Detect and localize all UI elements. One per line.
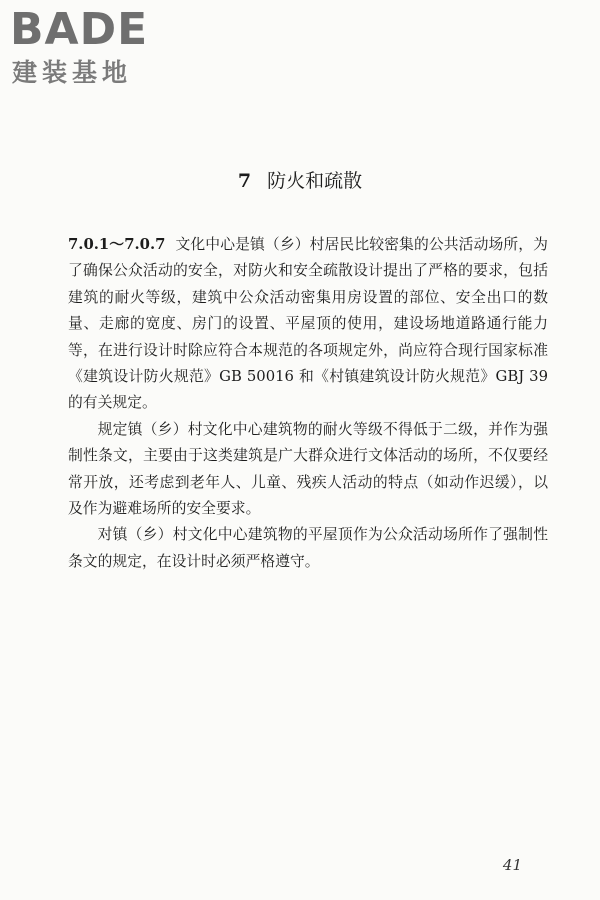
paragraph-flat-roof: 对镇（乡）村文化中心建筑物的平屋顶作为公众活动场所作了强制性条文的规定，在设计时必须严格遵守。 <box>68 526 548 570</box>
clause-text: 文化中心是镇（乡）村居民比较密集的公共活动场所，为了确保公众活动的安全，对防火和安全疏散设计提出了严格的要求，包括建筑的耐火等级，建筑中公众活动密集用房设置的部位、安全出口的数量、走廊的宽度、房门的设置、平屋顶的使用，建设场地道路通行能力等，在进行设计时除应符合本规范的各项规定外，尚应符合现行国家标准《建筑设计防火规范》GB 50016 和《村镇建筑设计防火规范》GBJ 39 的有关规定。 <box>68 236 548 412</box>
logo-subtitle: 建装基地 <box>12 58 133 87</box>
chapter-number: 7 <box>237 170 252 192</box>
paragraph-clause <box>68 232 548 417</box>
chapter-title <box>0 168 600 194</box>
logo <box>10 4 180 88</box>
clause-number: 7.0.1～7.0.7 <box>68 236 166 253</box>
document-body <box>68 232 548 575</box>
paragraph-fire-rating: 规定镇（乡）村文化中心建筑物的耐火等级不得低于二级，并作为强制性条文，主要由于这类建筑是广大群众进行文体活动的场所，不仅要经常开放，还考虑到老年人、儿童、残疾人活动的特点（如动作迟缓），以及作为避难场所的安全要求。 <box>68 420 548 518</box>
page-number: 41 <box>502 856 522 874</box>
logo-wordmark: BADE <box>10 4 149 55</box>
chapter-heading: 防火和疏散 <box>267 170 363 192</box>
